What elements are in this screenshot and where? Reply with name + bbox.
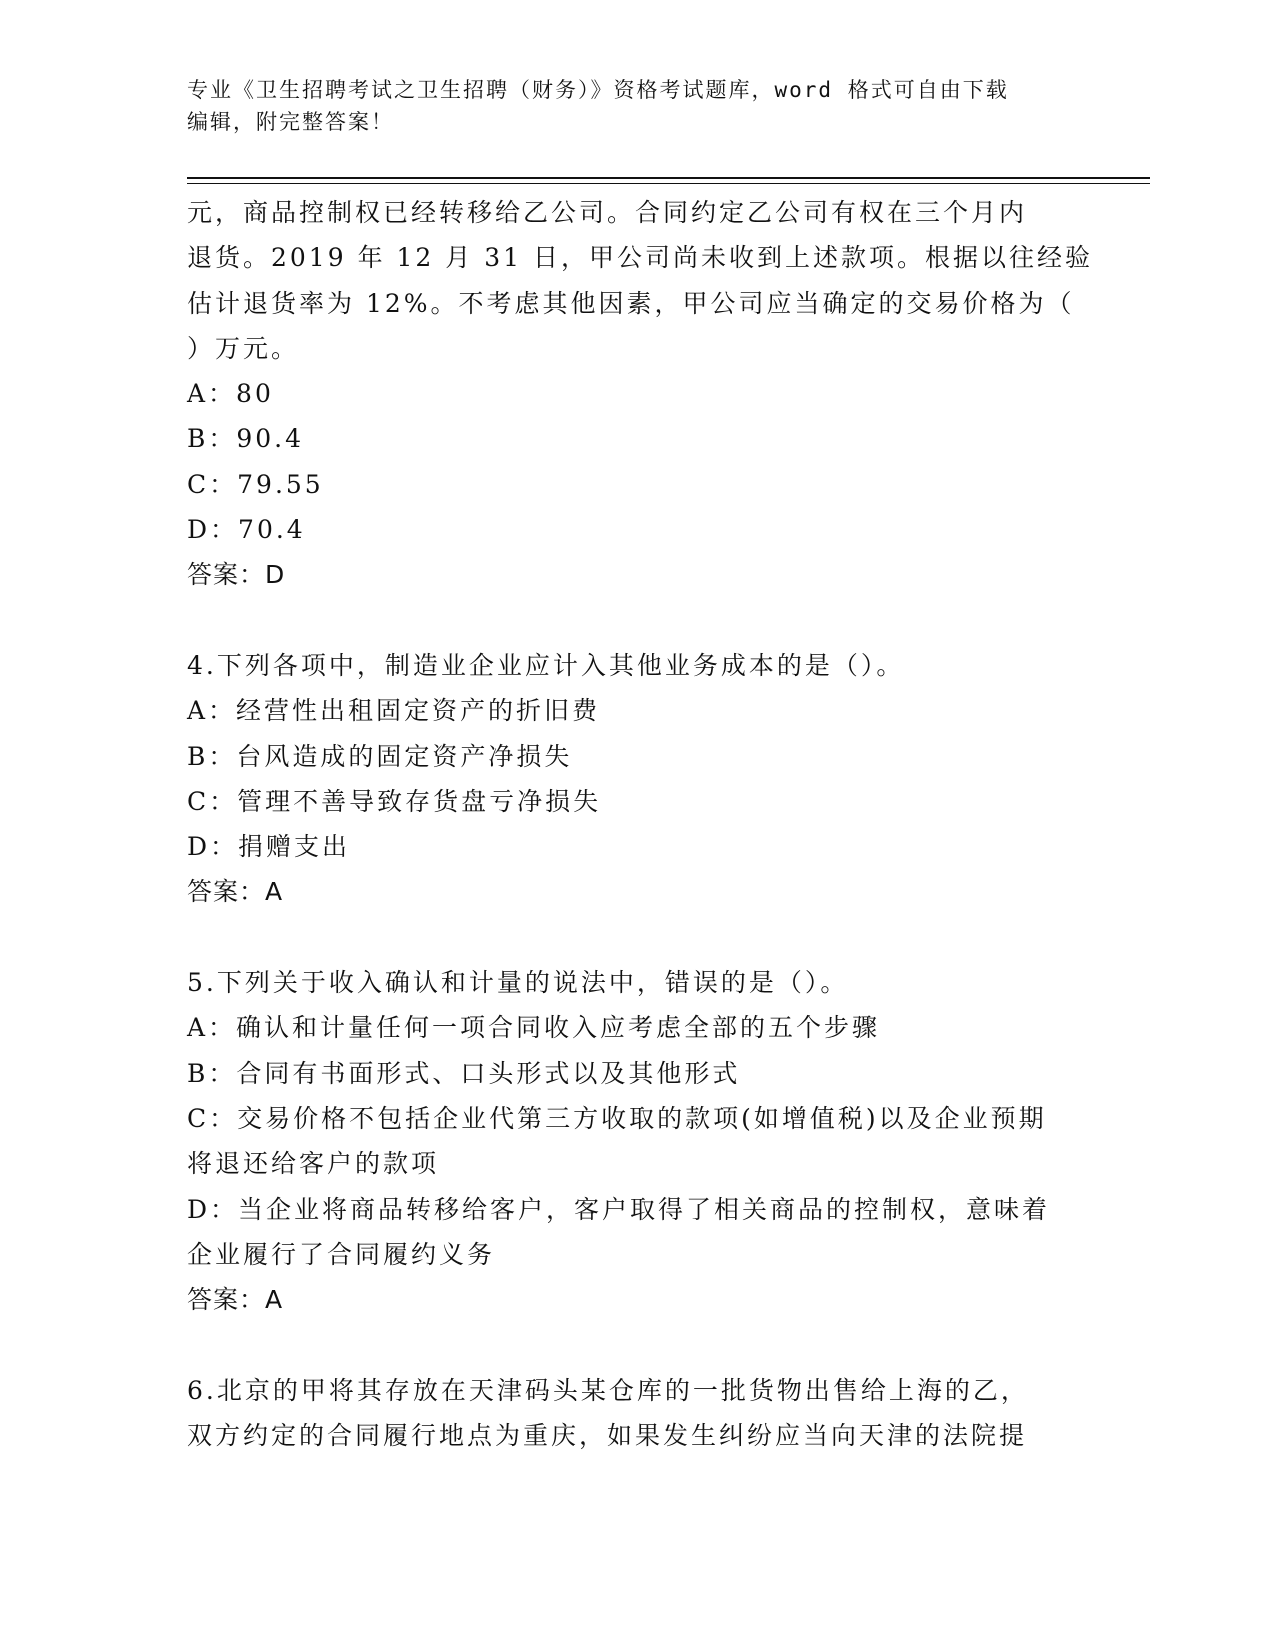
question-stem: 4.下列各项中，制造业企业应计入其他业务成本的是（）。 (187, 650, 905, 680)
question-6 (187, 1368, 1087, 1459)
option-d: D：70.4 (187, 515, 306, 545)
question-text-line: 双方约定的合同履行地点为重庆，如果发生纠纷应当向天津的法院提 (187, 1421, 1028, 1451)
option-c: C：交易价格不包括企业代第三方收取的款项(如增值税)以及企业预期 (187, 1103, 1047, 1133)
option-d: D：捐赠支出 (187, 832, 351, 862)
option-d: D：当企业将商品转移给客户，客户取得了相关商品的控制权，意味着 (187, 1194, 1051, 1224)
document-body (187, 190, 1093, 1458)
answer: 答案：D (187, 560, 286, 590)
header-line-1: 专业《卫生招聘考试之卫生招聘（财务）》资格考试题库，word 格式可自由下载 (187, 78, 1009, 102)
question-5 (187, 960, 1087, 1322)
option-d-continued: 企业履行了合同履约义务 (187, 1239, 496, 1269)
question-text-line: ）万元。 (187, 333, 300, 363)
question-text-line: 元，商品控制权已经转移给乙公司。合同约定乙公司有权在三个月内 (187, 198, 1028, 227)
spacer (187, 598, 1087, 643)
option-c: C：79.55 (187, 469, 324, 499)
question-text-line: 6.北京的甲将其存放在天津码头某仓库的一批货物出售给上海的乙， (187, 1375, 1029, 1405)
document-header (187, 74, 1087, 138)
header-line-2: 编辑，附完整答案！ (187, 110, 394, 134)
option-c: C：管理不善导致存货盘亏净损失 (187, 786, 602, 816)
option-a: A：经营性出租固定资产的折旧费 (187, 696, 601, 726)
question-text-line: 退货。2019 年 12 月 31 日，甲公司尚未收到上述款项。根据以往经验 (187, 243, 1093, 273)
question-stem: 5.下列关于收入确认和计量的说法中，错误的是（）。 (187, 968, 849, 998)
answer: 答案：A (187, 1285, 284, 1315)
header-divider-thick (187, 177, 1150, 179)
option-b: B：合同有书面形式、口头形式以及其他形式 (187, 1058, 741, 1088)
question-3 (187, 190, 1093, 598)
option-b: B：90.4 (187, 424, 305, 454)
spacer (187, 1322, 1087, 1367)
spacer (187, 915, 1087, 960)
header-divider-thin (187, 183, 1150, 184)
question-4 (187, 643, 1087, 915)
option-a: A：确认和计量任何一项合同收入应考虑全部的五个步骤 (187, 1013, 881, 1043)
question-text-line: 估计退货率为 12%。不考虑其他因素，甲公司应当确定的交易价格为（ (187, 288, 1075, 318)
option-b: B：台风造成的固定资产净损失 (187, 741, 573, 771)
answer: 答案：A (187, 877, 284, 907)
option-a: A：80 (187, 379, 274, 409)
option-c-continued: 将退还给客户的款项 (187, 1149, 440, 1179)
